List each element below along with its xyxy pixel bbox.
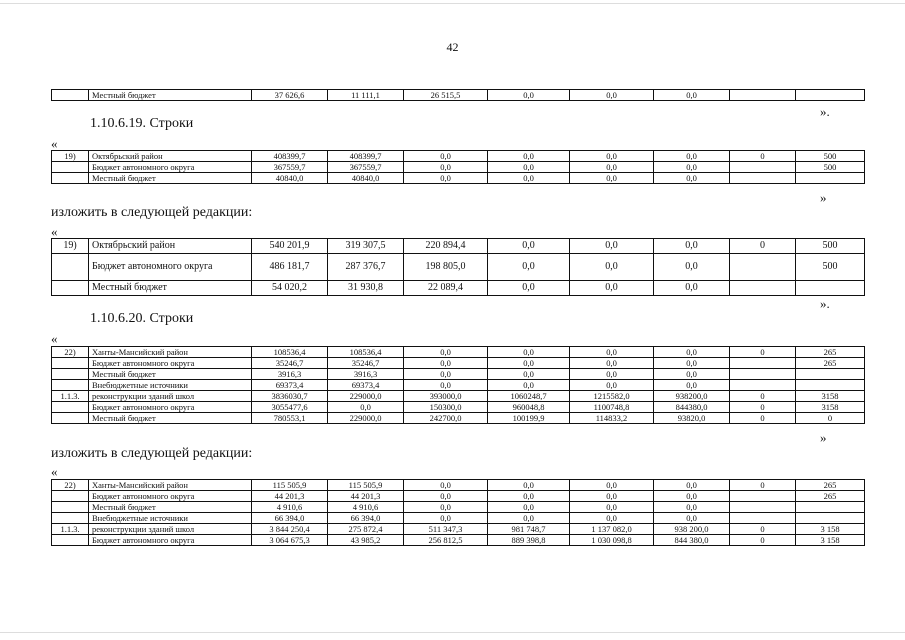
value-cell: 3836030,7: [252, 391, 328, 402]
value-cell: 0,0: [404, 480, 488, 491]
value-cell: 0,0: [570, 480, 654, 491]
row-number-cell: 1.1.3.: [52, 524, 89, 535]
value-cell: 31 930,8: [328, 281, 404, 296]
value-cell: 0: [730, 239, 796, 254]
value-cell: 981 748,7: [488, 524, 570, 535]
row-number-cell: 1.1.3.: [52, 391, 89, 402]
row-number-cell: [52, 380, 89, 391]
row-number-cell: [52, 173, 89, 184]
value-cell: 0,0: [328, 402, 404, 413]
value-cell: 115 505,9: [252, 480, 328, 491]
value-cell: 0,0: [654, 502, 730, 513]
value-cell: 0: [730, 524, 796, 535]
closing-quote: ».: [820, 296, 830, 311]
value-cell: 0,0: [570, 281, 654, 296]
row-label-cell: Бюджет автономного округа: [89, 254, 252, 281]
value-cell: 0: [730, 402, 796, 413]
value-cell: 0,0: [488, 358, 570, 369]
value-cell: 408399,7: [252, 151, 328, 162]
table-row: [52, 413, 865, 424]
value-cell: [730, 281, 796, 296]
table-row: [52, 402, 865, 413]
value-cell: 4 910,6: [328, 502, 404, 513]
value-cell: 844380,0: [654, 402, 730, 413]
value-cell: 408399,7: [328, 151, 404, 162]
value-cell: 0,0: [570, 502, 654, 513]
table-row: [52, 513, 865, 524]
value-cell: 0,0: [488, 491, 570, 502]
value-cell: 93820,0: [654, 413, 730, 424]
value-cell: 0,0: [654, 90, 730, 101]
value-cell: 0,0: [488, 239, 570, 254]
value-cell: 69373,4: [328, 380, 404, 391]
value-cell: 150300,0: [404, 402, 488, 413]
value-cell: 11 111,1: [328, 90, 404, 101]
value-cell: 0,0: [654, 254, 730, 281]
value-cell: 0,0: [488, 513, 570, 524]
value-cell: 1060248,7: [488, 391, 570, 402]
row-number-cell: [52, 369, 89, 380]
closing-quote: ».: [820, 104, 830, 119]
row-label-cell: Местный бюджет: [89, 173, 252, 184]
value-cell: [730, 513, 796, 524]
value-cell: 0,0: [570, 347, 654, 358]
value-cell: 0,0: [654, 151, 730, 162]
value-cell: [730, 502, 796, 513]
value-cell: 0,0: [488, 480, 570, 491]
row-label-cell: реконструкции зданий школ: [89, 391, 252, 402]
opening-quote: «: [51, 136, 58, 151]
row-label-cell: Октябрьский район: [89, 239, 252, 254]
value-cell: 1 137 082,0: [570, 524, 654, 535]
value-cell: 265: [796, 491, 865, 502]
value-cell: 229000,0: [328, 391, 404, 402]
value-cell: 0,0: [570, 513, 654, 524]
value-cell: 3158: [796, 391, 865, 402]
table-row: [52, 391, 865, 402]
table-row: [52, 480, 865, 491]
closing-quote: »: [820, 430, 827, 445]
value-cell: 35246,7: [252, 358, 328, 369]
value-cell: 0,0: [404, 347, 488, 358]
value-cell: 108536,4: [328, 347, 404, 358]
row-label-cell: Местный бюджет: [89, 369, 252, 380]
scan-edge-bottom: [0, 632, 905, 633]
row-number-cell: [52, 413, 89, 424]
value-cell: 540 201,9: [252, 239, 328, 254]
value-cell: 287 376,7: [328, 254, 404, 281]
value-cell: 0,0: [404, 151, 488, 162]
row-number-cell: [52, 535, 89, 546]
value-cell: 0: [730, 391, 796, 402]
value-cell: 0,0: [488, 502, 570, 513]
value-cell: 0,0: [404, 162, 488, 173]
value-cell: [730, 254, 796, 281]
value-cell: 69373,4: [252, 380, 328, 391]
closing-quote: »: [820, 190, 827, 205]
row-number-cell: [52, 402, 89, 413]
value-cell: 40840,0: [328, 173, 404, 184]
value-cell: 0,0: [654, 480, 730, 491]
value-cell: 0,0: [488, 162, 570, 173]
value-cell: [730, 491, 796, 502]
row-number-cell: [52, 90, 89, 101]
value-cell: 3 158: [796, 524, 865, 535]
value-cell: 0,0: [654, 358, 730, 369]
row-label-cell: Местный бюджет: [89, 502, 252, 513]
row-label-cell: Ханты-Мансийский район: [89, 480, 252, 491]
value-cell: 0,0: [654, 513, 730, 524]
value-cell: 0,0: [404, 513, 488, 524]
table-khanty-mansiysk-old: [51, 346, 865, 424]
row-label-cell: Бюджет автономного округа: [89, 162, 252, 173]
value-cell: 0: [730, 535, 796, 546]
row-label-cell: Бюджет автономного округа: [89, 535, 252, 546]
value-cell: 0,0: [488, 173, 570, 184]
value-cell: 500: [796, 162, 865, 173]
value-cell: [796, 173, 865, 184]
value-cell: 26 515,5: [404, 90, 488, 101]
row-label-cell: Местный бюджет: [89, 413, 252, 424]
value-cell: [796, 369, 865, 380]
table-row: [52, 239, 865, 254]
value-cell: 0,0: [404, 502, 488, 513]
value-cell: 66 394,0: [252, 513, 328, 524]
section-heading-1-10-6-20: 1.10.6.20. Строки: [90, 311, 194, 326]
table-row: [52, 502, 865, 513]
value-cell: [730, 162, 796, 173]
row-number-cell: [52, 281, 89, 296]
row-label-cell: Бюджет автономного округа: [89, 358, 252, 369]
table-row: [52, 524, 865, 535]
value-cell: [730, 380, 796, 391]
value-cell: 367559,7: [252, 162, 328, 173]
value-cell: 844 380,0: [654, 535, 730, 546]
row-label-cell: Местный бюджет: [89, 90, 252, 101]
table-row: [52, 369, 865, 380]
value-cell: [796, 281, 865, 296]
value-cell: [796, 502, 865, 513]
value-cell: 0,0: [570, 369, 654, 380]
value-cell: 0,0: [570, 90, 654, 101]
value-cell: 54 020,2: [252, 281, 328, 296]
value-cell: 3 844 250,4: [252, 524, 328, 535]
table-row: [52, 254, 865, 281]
value-cell: 1 030 098,8: [570, 535, 654, 546]
value-cell: 780553,1: [252, 413, 328, 424]
row-label-cell: Ханты-Мансийский район: [89, 347, 252, 358]
row-label-cell: Октябрьский район: [89, 151, 252, 162]
table-row: [52, 151, 865, 162]
value-cell: 0,0: [570, 358, 654, 369]
value-cell: 265: [796, 358, 865, 369]
value-cell: 0: [730, 480, 796, 491]
value-cell: 256 812,5: [404, 535, 488, 546]
opening-quote: «: [51, 224, 58, 239]
value-cell: 1100748,8: [570, 402, 654, 413]
row-number-cell: [52, 502, 89, 513]
section-heading-1-10-6-19: 1.10.6.19. Строки: [90, 116, 194, 131]
row-number-cell: [52, 358, 89, 369]
value-cell: 0,0: [654, 239, 730, 254]
value-cell: 3055477,6: [252, 402, 328, 413]
value-cell: 0,0: [404, 358, 488, 369]
row-label-cell: Внебюджетные источники: [89, 513, 252, 524]
table-row: [52, 491, 865, 502]
row-label-cell: Внебюджетные источники: [89, 380, 252, 391]
value-cell: [730, 173, 796, 184]
value-cell: 0: [796, 413, 865, 424]
value-cell: 0,0: [654, 380, 730, 391]
value-cell: 242700,0: [404, 413, 488, 424]
value-cell: 319 307,5: [328, 239, 404, 254]
value-cell: 0,0: [570, 254, 654, 281]
row-label-cell: реконструкции зданий школ: [89, 524, 252, 535]
value-cell: 100199,9: [488, 413, 570, 424]
value-cell: [730, 369, 796, 380]
value-cell: 108536,4: [252, 347, 328, 358]
value-cell: 44 201,3: [328, 491, 404, 502]
value-cell: 3916,3: [252, 369, 328, 380]
value-cell: 22 089,4: [404, 281, 488, 296]
value-cell: 0,0: [654, 162, 730, 173]
value-cell: 0,0: [404, 380, 488, 391]
value-cell: 115 505,9: [328, 480, 404, 491]
value-cell: 0,0: [654, 173, 730, 184]
value-cell: 0,0: [570, 151, 654, 162]
table-row: [52, 90, 865, 101]
value-cell: 40840,0: [252, 173, 328, 184]
table-oktyabrsky-new: [51, 238, 865, 296]
value-cell: 0,0: [404, 369, 488, 380]
value-cell: 0: [730, 347, 796, 358]
replace-instruction: изложить в следующей редакции:: [51, 205, 253, 220]
value-cell: 0,0: [570, 491, 654, 502]
value-cell: 3916,3: [328, 369, 404, 380]
value-cell: 44 201,3: [252, 491, 328, 502]
row-label-cell: Бюджет автономного округа: [89, 491, 252, 502]
value-cell: 0,0: [488, 281, 570, 296]
value-cell: [796, 513, 865, 524]
value-cell: 393000,0: [404, 391, 488, 402]
value-cell: 37 626,6: [252, 90, 328, 101]
table-row: [52, 173, 865, 184]
table-row: [52, 162, 865, 173]
table-row: [52, 358, 865, 369]
value-cell: 3158: [796, 402, 865, 413]
table-row: [52, 380, 865, 391]
value-cell: 0,0: [488, 380, 570, 391]
value-cell: 500: [796, 151, 865, 162]
opening-quote: «: [51, 464, 58, 479]
opening-quote: «: [51, 331, 58, 346]
value-cell: 0,0: [570, 173, 654, 184]
value-cell: 3 064 675,3: [252, 535, 328, 546]
replace-instruction: изложить в следующей редакции:: [51, 446, 253, 461]
value-cell: 0,0: [488, 347, 570, 358]
scan-edge-top: [0, 3, 905, 4]
table-khanty-mansiysk-new: [51, 479, 865, 546]
value-cell: 0,0: [654, 369, 730, 380]
value-cell: 265: [796, 480, 865, 491]
value-cell: 0,0: [488, 254, 570, 281]
table-row: [52, 535, 865, 546]
value-cell: 1215582,0: [570, 391, 654, 402]
value-cell: 275 872,4: [328, 524, 404, 535]
row-number-cell: [52, 254, 89, 281]
value-cell: 35246,7: [328, 358, 404, 369]
value-cell: 229000,0: [328, 413, 404, 424]
row-number-cell: [52, 162, 89, 173]
value-cell: 0,0: [488, 90, 570, 101]
row-number-cell: 19): [52, 151, 89, 162]
value-cell: 0: [730, 151, 796, 162]
value-cell: 938 200,0: [654, 524, 730, 535]
value-cell: [796, 90, 865, 101]
value-cell: [730, 90, 796, 101]
value-cell: 500: [796, 254, 865, 281]
value-cell: 265: [796, 347, 865, 358]
value-cell: [730, 358, 796, 369]
value-cell: 3 158: [796, 535, 865, 546]
value-cell: 198 805,0: [404, 254, 488, 281]
value-cell: 367559,7: [328, 162, 404, 173]
table-oktyabrsky-old: [51, 150, 865, 184]
value-cell: 43 985,2: [328, 535, 404, 546]
value-cell: 0,0: [654, 347, 730, 358]
value-cell: [796, 380, 865, 391]
value-cell: 511 347,3: [404, 524, 488, 535]
value-cell: 889 398,8: [488, 535, 570, 546]
value-cell: 938200,0: [654, 391, 730, 402]
page-number: 42: [446, 40, 459, 54]
value-cell: 0,0: [404, 173, 488, 184]
value-cell: 486 181,7: [252, 254, 328, 281]
value-cell: 114833,2: [570, 413, 654, 424]
row-number-cell: 22): [52, 347, 89, 358]
value-cell: 0,0: [488, 151, 570, 162]
value-cell: 0,0: [570, 380, 654, 391]
value-cell: 500: [796, 239, 865, 254]
value-cell: 960048,8: [488, 402, 570, 413]
value-cell: 4 910,6: [252, 502, 328, 513]
value-cell: 0,0: [654, 281, 730, 296]
value-cell: 66 394,0: [328, 513, 404, 524]
value-cell: 0,0: [404, 491, 488, 502]
row-label-cell: Бюджет автономного округа: [89, 402, 252, 413]
value-cell: 0,0: [654, 491, 730, 502]
table-row: [52, 281, 865, 296]
value-cell: 0: [730, 413, 796, 424]
row-number-cell: 19): [52, 239, 89, 254]
table-row: [52, 347, 865, 358]
row-label-cell: Местный бюджет: [89, 281, 252, 296]
row-number-cell: [52, 513, 89, 524]
value-cell: 0,0: [488, 369, 570, 380]
table-local-budget-carryover: [51, 89, 865, 101]
row-number-cell: 22): [52, 480, 89, 491]
value-cell: 0,0: [570, 162, 654, 173]
value-cell: 220 894,4: [404, 239, 488, 254]
value-cell: 0,0: [570, 239, 654, 254]
row-number-cell: [52, 491, 89, 502]
